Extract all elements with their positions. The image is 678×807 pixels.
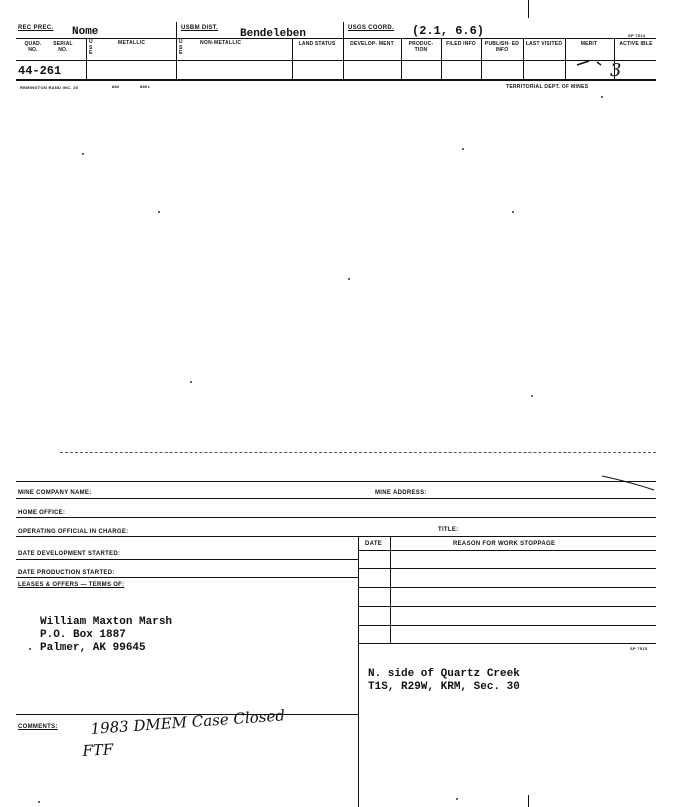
card-corner-curl: [600, 472, 656, 492]
comment-line-1: 1983 DMEM Case Closed: [90, 706, 286, 738]
form-number-bottom: SP 7515: [630, 646, 648, 651]
merit-tick-mark: [575, 58, 605, 68]
reason-column-label: REASON FOR WORK STOPPAGE: [453, 541, 556, 547]
printer-line: REMINGTON RAND INC. 20: [20, 85, 79, 90]
header-use-nonmetallic: U S E: [179, 39, 183, 56]
usbm-dist-label: USBM DIST.: [181, 25, 219, 31]
leases-label: LEASES & OFFERS — TERMS OF:: [18, 582, 125, 588]
usgs-coord-label: USGS COORD.: [348, 25, 394, 31]
operating-official-label: OPERATING OFFICIAL IN CHARGE:: [18, 529, 129, 535]
title-label: TITLE:: [438, 527, 459, 533]
location-line-2: T1S, R29W, KRM, Sec. 30: [368, 681, 520, 693]
owner-address-line-2: Palmer, AK 99645: [40, 642, 146, 654]
date-production-label: DATE PRODUCTION STARTED:: [18, 570, 115, 576]
owner-address-line-1: P.O. Box 1887: [40, 629, 126, 641]
location-line-1: N. side of Quartz Creek: [368, 668, 520, 680]
rec-prec-label: REC PREC.: [18, 25, 54, 31]
header-filed-info: FILED INFO: [446, 41, 476, 47]
date-development-label: DATE DEVELOPMENT STARTED:: [18, 551, 121, 557]
header-use-metallic: U S E: [89, 39, 93, 56]
header-metallic: METALLIC: [118, 40, 146, 46]
printer-code-1: 882: [112, 84, 120, 89]
comment-line-2: FTF: [82, 740, 114, 760]
header-production: PRODUC- TION: [408, 41, 434, 53]
header-non-metallic: NON-METALLIC: [200, 40, 242, 46]
department-line: TERRITORIAL DEPT. OF MINES: [506, 84, 589, 90]
header-last-visited: LAST VISITED: [525, 41, 563, 47]
header-serial-no: SERIAL NO.: [53, 41, 73, 53]
form-number-top: SP 7514: [628, 33, 646, 38]
header-merit: MERIT: [580, 41, 598, 47]
quad-value: 44-261: [18, 64, 62, 78]
rec-prec-value: Nome: [72, 26, 99, 38]
header-development: DEVELOP- MENT: [350, 41, 394, 47]
date-column-label: DATE: [365, 541, 383, 547]
printer-code-2: 8801: [140, 84, 151, 89]
header-published-info: PUBLISH- ED INFO: [484, 41, 520, 53]
header-quad-no: QUAD. NO.: [24, 41, 42, 53]
home-office-label: HOME OFFICE:: [18, 510, 66, 516]
card-edge-tick: [528, 0, 529, 18]
header-activeable: ACTIVE IBLE: [619, 41, 653, 47]
header-land-status: LAND STATUS: [298, 41, 336, 47]
usbm-dist-value: Bendeleben: [240, 28, 307, 40]
owner-name: William Maxton Marsh: [40, 616, 173, 628]
mine-company-name-label: MINE COMPANY NAME:: [18, 490, 92, 496]
usgs-coord-value: (2.1, 6.6): [412, 24, 485, 38]
mine-address-label: MINE ADDRESS:: [375, 490, 427, 496]
comments-label: COMMENTS:: [18, 724, 58, 730]
merit-mark: 3: [610, 60, 622, 81]
